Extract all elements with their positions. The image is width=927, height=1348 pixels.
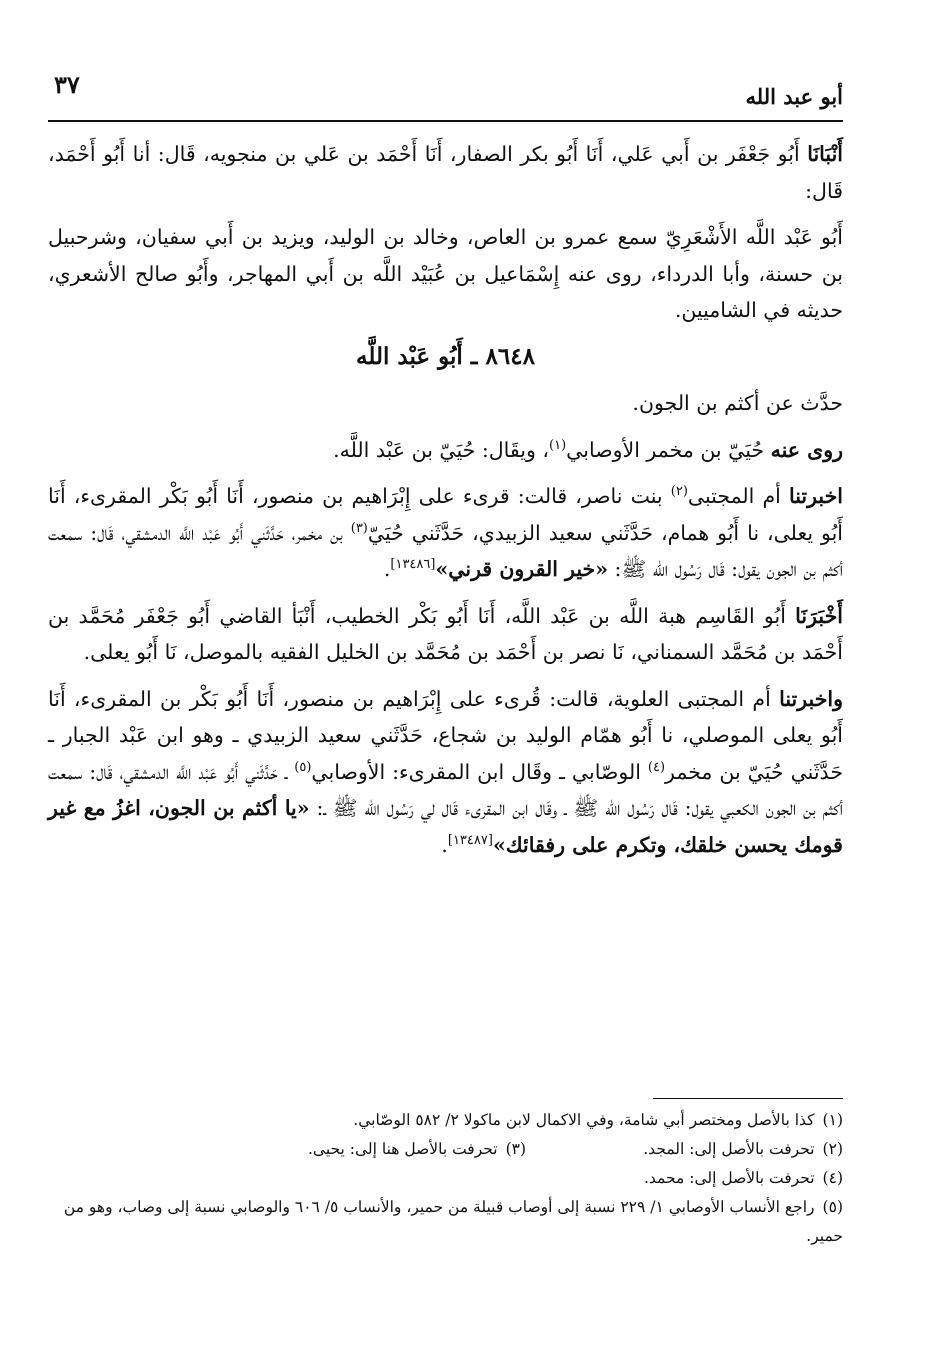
isnad-lead: روى عنه (770, 437, 843, 462)
hadith-text: «خير القرون قرني» (435, 557, 609, 581)
paragraph-text: أم المجتبى (687, 484, 789, 508)
entry-heading: ٨٦٤٨ ـ أَبُو عَبْد اللَّه (356, 342, 535, 370)
footnote-number: (٢) (822, 1140, 843, 1158)
isnad-lead: اخبرتنا (788, 484, 843, 508)
isnad-lead: أَنْبَانَا (807, 142, 843, 166)
footnote-4 (48, 1164, 843, 1193)
paragraph-text: بن مخمر، حَدَّثَني أَبُو عَبْد اللَّه الدمشقي، قَال: سمعت أكثم بن الجون يقول: قَال رَسُول الله ﷺ: (48, 520, 843, 581)
paragraph-text: أَبُو عَبْد اللَّه الأَشْعَرِيّ سمع عمرو بن العاص، وخالد بن الوليد، ويزيد بن أَبي سفيان، وشرحبيل بن حسنة، وأبا الدرداء، روى عنه إِسْمَاعيل بن عُبَيْد اللَّه بن أَبي المهاجر، وأَبُو صالح الأشعري، حديثه في الشاميين. (48, 225, 843, 322)
footnote-5 (48, 1193, 843, 1251)
hadith-text: «يا أكثم بن الجون، اغزُ مع غير قومك يحسن خلقك، وتكرم على رفقائك» (48, 796, 843, 857)
footnote-marker: (٢) (670, 484, 688, 500)
footnote-marker: (١) (549, 437, 567, 453)
paragraph-text: أَبُو القَاسِم هبة اللَّه بن عَبْد اللَّه، أَنَا أَبُو بَكْر الخطيب، أَنْبَأ القاضي أَبُو جَعْفَر مُحَمَّد بن أَحْمَد بن مُحَمَّد السمناني، نَا نصر بن أَحْمَد بن مُحَمَّد بن الخليل الفقيه بالموصل، نَا أَبُو يعلى. (48, 603, 843, 664)
footnote-marker: (٥) (294, 759, 312, 775)
footnotes (48, 1106, 843, 1251)
footnote-3 (308, 1135, 526, 1164)
paragraph-1 (48, 136, 843, 209)
paragraph-7 (48, 681, 843, 864)
hadith-number: [١٣٤٨٧] (447, 832, 493, 848)
footnote-text: كذا بالأصل ومختصر أبي شامة، وفي الاكمال لابن ماكولا ٢/ ٥٨٢ الوصّابي. (353, 1111, 815, 1129)
footnote-number: (١) (822, 1111, 843, 1129)
footnote-1 (48, 1106, 843, 1135)
page-number: ٣٧ (54, 70, 80, 99)
book-page (48, 62, 843, 1328)
paragraph-text: أَبُو جَعْفَر بن أَبي عَلي، أَنَا أَبُو بكر الصفار، أَنَا أَحْمَد بن عَلي بن منجويه، قَال: أنا أَبُو أَحْمَد، قَال: (48, 142, 843, 203)
footnote-2 (643, 1135, 843, 1164)
hadith-number: [١٣٤٨٦] (390, 557, 436, 573)
footnote-row-2-3 (48, 1135, 843, 1164)
isnad-lead: أَخْبَرَنَا (795, 603, 843, 628)
footnote-number: (٣) (505, 1140, 527, 1158)
period: . (383, 557, 391, 581)
footnote-text: تحرفت بالأصل هنا إلى: يحيى. (308, 1140, 498, 1158)
paragraph-4 (48, 432, 843, 469)
paragraph-3 (48, 385, 843, 422)
paragraph-6 (48, 598, 843, 671)
paragraph-text: أم المجتبى العلوية، قالت: قُرىء على إِبْرَاهيم بن منصور، أَنَا أَبُو بَكْر بن المقرىء، أَنَا أَبُو يعلى الموصلي، نا أَبُو همّام الوليد بن شجاع، حَدَّثَني سعيد الزبيدي ـ وهو ابن عَبْد الجبار ـ حَدَّثَني حُيَيّ بن مخمر (48, 686, 843, 784)
paragraph-text: حدَّث عن أكثم بن الجون. (632, 391, 843, 415)
footnote-marker: (٤) (647, 759, 666, 775)
running-title: أبو عبد الله (745, 84, 843, 109)
paragraph-text: ـ حَدَّثَني أَبُو عَبْد اللَّه الدمشقي، قَال: سمعت أكثم بن الجون الكعبي يقول: قَال رَسُول الله ﷺ ـ وقَال ابن المقرىء قَال لي رَسُول الله ﷺ ـ: (48, 759, 844, 820)
footnote-number: (٤) (822, 1169, 843, 1187)
page-header (48, 62, 843, 118)
isnad-lead: واخبرتنا (779, 686, 843, 711)
paragraph-2 (48, 219, 843, 329)
paragraph-5 (48, 478, 843, 588)
main-text (48, 136, 843, 873)
paragraph-text: ، ويقَال: حُيَيّ بن عَبْد اللَّه. (333, 437, 550, 462)
footnote-marker: (٣) (350, 520, 368, 536)
footnote-text: تحرفت بالأصل إلى: المجد. (643, 1140, 815, 1158)
paragraph-text: بنت ناصر، قالت: قرىء على إِبْرَاهيم بن منصور، أَنَا أَبُو بَكْر المقرىء، أَنَا أَبُو يعلى، نا أَبُو همام، حَدَّثَني سعيد الزبيدي، حَدَّثَني حُيَيّ (48, 484, 844, 545)
paragraph-text: الوصّابي ـ وقَال ابن المقرىء: الأوصابي (311, 759, 648, 784)
paragraph-text: حُيَيّ بن مخمر الأوصابي (566, 437, 771, 462)
header-rule (48, 120, 843, 122)
footnote-text: راجع الأنساب الأوصابي ١/ ٢٢٩ نسبة إلى أوصاب قبيلة من حمير، والأنساب ٥/ ٦٠٦ والوصابي نسبة إلى وصاب، وهو من حمير. (63, 1198, 843, 1245)
footnote-rule (653, 1098, 843, 1099)
period: . (441, 832, 448, 857)
footnote-text: تحرفت بالأصل إلى: محمد. (643, 1169, 815, 1187)
footnote-number: (٥) (822, 1198, 843, 1216)
